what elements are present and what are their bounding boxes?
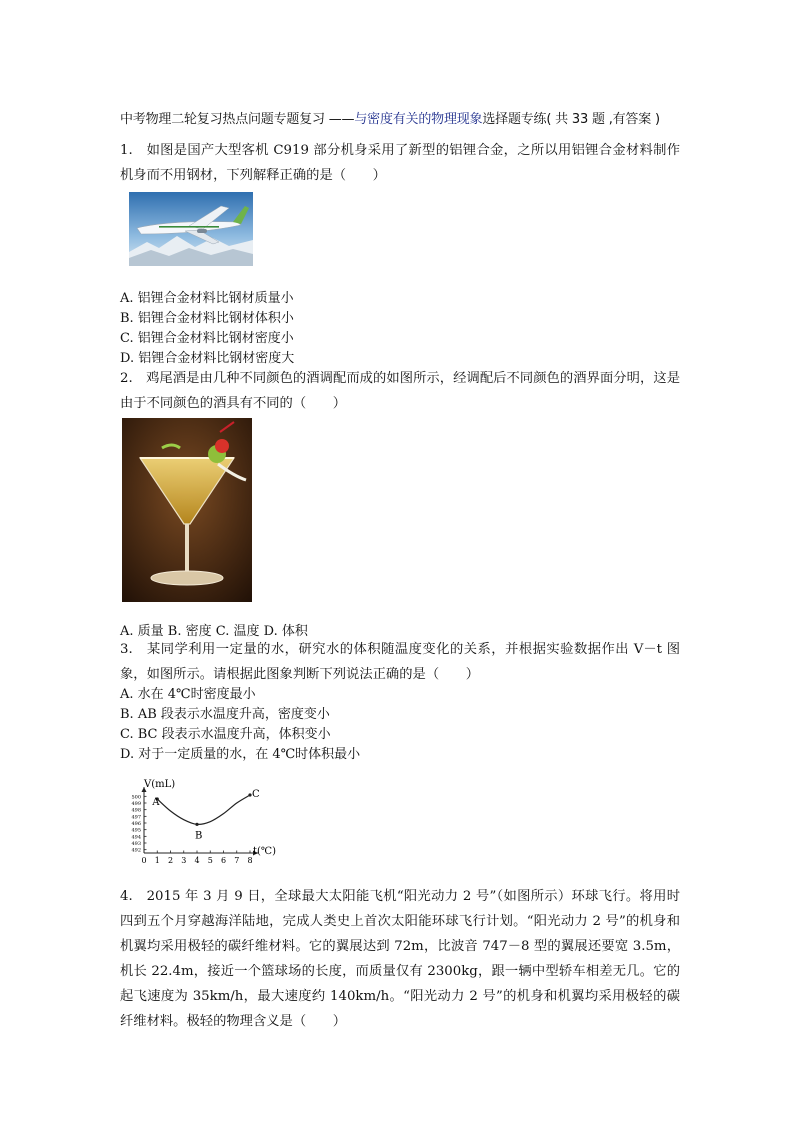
q3-option-c: C. BC 段表示水温度升高，体积变小 xyxy=(120,727,331,742)
y-tick-label: 500 xyxy=(131,794,141,801)
y-tick-label: 494 xyxy=(131,834,141,841)
y-tick-label: 499 xyxy=(131,801,141,807)
x-axis-label: t(℃) xyxy=(253,846,277,857)
q1-option-d: D. 铝锂合金材料比钢材密度大 xyxy=(120,351,295,366)
question-1-stem: 1. 如图是国产大型客机 C919 部分机身采用了新型的铝锂合金，之所以用铝锂合金材料制作机身而不用钢材，下列解释正确的是（ ） xyxy=(120,143,680,183)
y-tick-label: 497 xyxy=(131,814,141,821)
volume-curve xyxy=(157,795,250,824)
question-2-stem: 2. 鸡尾酒是由几种不同颜色的酒调配而成的如图所示，经调配后不同颜色的酒界面分明，这是由于不同颜色的酒具有不同的（ ） xyxy=(120,371,680,411)
q3-option-a: A. 水在 4℃时密度最小 xyxy=(120,687,256,702)
y-axis-label: V(mL) xyxy=(144,779,176,790)
document-title xyxy=(120,108,700,127)
x-tick-label: 5 xyxy=(207,856,213,865)
y-tick-label: 496 xyxy=(131,821,141,827)
y-tick-label: 495 xyxy=(131,827,141,834)
x-tick-label: 2 xyxy=(167,856,174,865)
q1-option-b: B. 铝锂合金材料比钢材体积小 xyxy=(120,311,294,326)
x-tick-label: 1 xyxy=(154,856,160,865)
volume-temperature-chart xyxy=(122,773,282,869)
q3-option-d: D. 对于一定质量的水，在 4℃时体积最小 xyxy=(120,747,361,762)
question-4-stem: 4. 2015 年 3 月 9 日，全球最大太阳能飞机“阳光动力 2 号”（如图所示）环球飞行。将用时四到五个月穿越海洋陆地，完成人类史上首次太阳能环球飞行计划。“阳光动力 2 号”的机身和机翼均采用极轻的碳纤维材料。它的翼展达到 72m，比波音 747－8 型的翼展还要宽 3.5m，机长 22.4m，接近一个篮球场的长度，而质量仅有 2300kg，跟一辆中型轿车相差无几。它的起飞速度为 35km/h，最大速度约 140km/h。“阳光动力 2 号”的机身和机翼均采用极轻的碳纤维材料。极轻的物理含义是（ ） xyxy=(120,889,680,1029)
x-tick-label: 7 xyxy=(234,856,240,865)
point-label-b: B xyxy=(195,830,203,842)
y-tick-label: 493 xyxy=(131,841,141,847)
x-tick-label: 0 xyxy=(141,856,147,865)
x-tick-label: 3 xyxy=(181,856,187,865)
x-tick-label: 6 xyxy=(220,856,227,865)
question-3-stem: 3. 某同学利用一定量的水，研究水的体积随温度变化的关系，并根据实验数据作出 V－t 图象，如图所示。请根据此图象判断下列说法正确的是（ ） xyxy=(120,642,680,682)
cocktail-image xyxy=(122,418,252,602)
title-suffix: 选择题专练( 共 33 题 ,有答案 ) xyxy=(482,112,660,127)
title-highlight: 与密度有关的物理现象 xyxy=(354,112,483,127)
point-label-c: C xyxy=(252,789,260,800)
point-label-a: A xyxy=(152,797,160,808)
q1-option-c: C. 铝锂合金材料比钢材密度小 xyxy=(120,331,294,346)
x-tick-label: 8 xyxy=(247,856,253,865)
title-prefix: 中考物理二轮复习热点问题专题复习 —— xyxy=(120,112,355,127)
q2-options: A. 质量 B. 密度 C. 温度 D. 体积 xyxy=(120,624,308,639)
curve-point-b xyxy=(195,823,198,826)
x-tick-label: 4 xyxy=(194,856,200,865)
y-tick-label: 492 xyxy=(131,847,141,854)
q3-option-b: B. AB 段表示水温度升高，密度变小 xyxy=(120,707,330,722)
airplane-image xyxy=(129,192,253,266)
y-tick-label: 498 xyxy=(131,807,141,814)
q1-option-a: A. 铝锂合金材料比钢材质量小 xyxy=(120,291,294,306)
